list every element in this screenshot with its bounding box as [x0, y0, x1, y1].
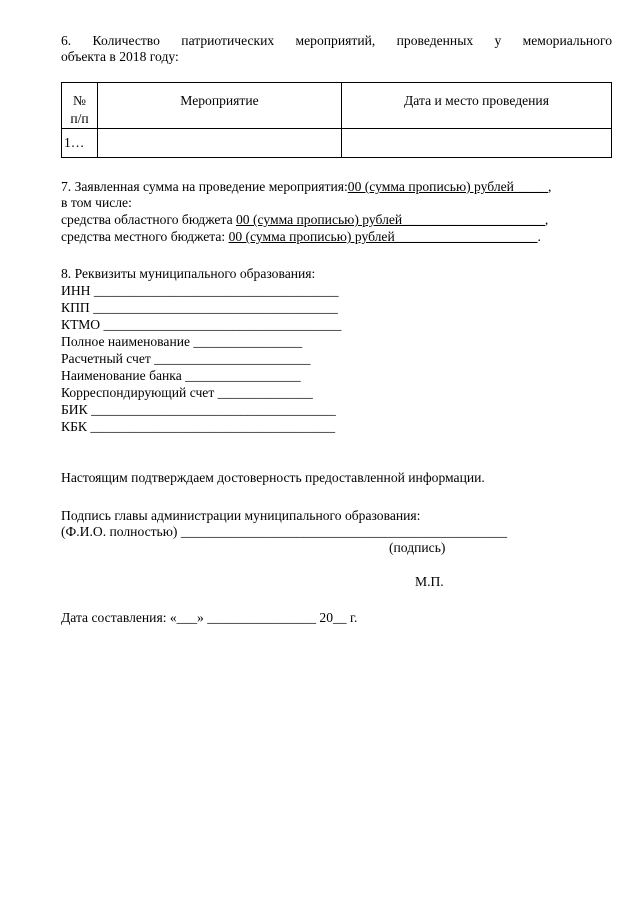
confirmation-text: Настоящим подтверждаем достоверность предоставленной информации.	[61, 470, 485, 485]
regional-budget-amount: 00 (сумма прописью) рублей_____________________	[236, 212, 545, 227]
table-row	[62, 129, 612, 158]
section6-line1: 6. Количество патриотических мероприятий, проведенных у мемориального	[61, 33, 612, 48]
stamp-label: М.П.	[415, 574, 444, 589]
field-bank-name: Наименование банка _________________	[61, 368, 301, 383]
field-bik: БИК ____________________________________	[61, 402, 336, 417]
header-number-pp: п/п	[70, 111, 89, 126]
field-inn: ИНН ____________________________________	[61, 283, 339, 298]
row-event	[98, 129, 342, 158]
events-table	[61, 82, 612, 158]
field-full-name: Полное наименование ________________	[61, 334, 303, 349]
header-date-place: Дата и место проведения	[342, 83, 612, 129]
local-budget-amount: 00 (сумма прописью) рублей_____________________	[228, 229, 538, 244]
row-number: 1…	[62, 129, 98, 158]
signature-heading: Подпись главы администрации муниципального образования:	[61, 508, 421, 523]
header-number	[62, 83, 98, 129]
table-header-row	[62, 83, 612, 129]
row-date-place	[342, 129, 612, 158]
date-line: Дата составления: «___» ________________ 20__ г.	[61, 610, 358, 625]
field-kpp: КПП ____________________________________	[61, 300, 338, 315]
field-kbk: КБК ____________________________________	[61, 419, 336, 434]
section7-line1: 7. Заявленная сумма на проведение мероприятия:00 (сумма прописью) рублей_____,	[61, 179, 552, 194]
field-account: Расчетный счет _______________________	[61, 351, 311, 366]
section7-line4: средства местного бюджета: 00 (сумма прописью) рублей_____________________.	[61, 229, 541, 244]
header-number-sign: №	[73, 93, 86, 108]
section7-line3: средства областного бюджета 00 (сумма прописью) рублей_____________________,	[61, 212, 549, 227]
section7-line2: в том числе:	[61, 195, 132, 210]
signature-name-line: (Ф.И.О. полностью) ________________________________________________	[61, 524, 508, 539]
section6-line2: объекта в 2018 году:	[61, 49, 179, 64]
field-corr-account: Корреспондирующий счет ______________	[61, 385, 313, 400]
field-ktmo: КТМО ___________________________________	[61, 317, 342, 332]
section8-title: 8. Реквизиты муниципального образования:	[61, 266, 316, 281]
header-event: Мероприятие	[98, 83, 342, 129]
requested-amount: 00 (сумма прописью) рублей_____	[347, 179, 548, 194]
signature-caption: (подпись)	[389, 540, 446, 555]
